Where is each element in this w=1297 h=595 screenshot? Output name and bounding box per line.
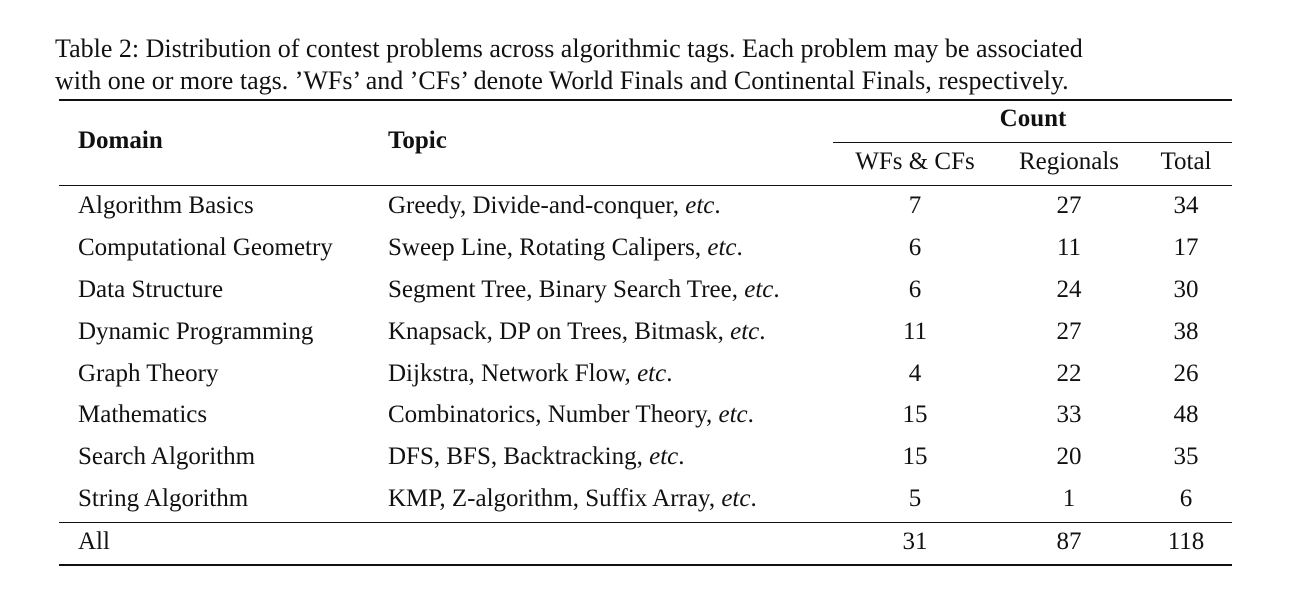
wfs-cfs-cell: 15 [902, 443, 928, 470]
regionals-cell: 27 [1056, 192, 1082, 219]
topic-cell: Sweep Line, Rotating Calipers, etc. [388, 234, 743, 261]
total-cell: 35 [1173, 443, 1199, 470]
total-row [0, 527, 1297, 569]
wfs-cfs-cell: 15 [902, 401, 928, 428]
caption-line-1: Table 2: Distribution of contest problems across algorithmic tags. Each problem may be associated [55, 34, 1083, 63]
wfs-cfs-cell: 4 [908, 360, 922, 387]
domain-cell: Algorithm Basics [78, 192, 254, 219]
table-row [0, 317, 1297, 359]
total-cell: 30 [1173, 276, 1199, 303]
domain-cell: Mathematics [78, 401, 208, 428]
regionals-cell: 22 [1056, 360, 1082, 387]
total-cell: 6 [1179, 485, 1193, 512]
header-wfs-cfs: WFs & CFs [855, 148, 975, 175]
all-label: All [78, 528, 110, 555]
topic-cell: Combinatorics, Number Theory, etc. [388, 401, 754, 428]
regionals-cell: 33 [1056, 401, 1082, 428]
wfs-cfs-cell: 5 [908, 485, 922, 512]
wfs-cfs-cell: 7 [908, 192, 922, 219]
topic-cell: Knapsack, DP on Trees, Bitmask, etc. [388, 318, 766, 345]
table-row [0, 484, 1297, 526]
header-rule [59, 185, 1232, 186]
total-cell: 38 [1173, 318, 1199, 345]
header-count: Count [999, 105, 1067, 132]
wfs-cfs-cell: 6 [908, 276, 922, 303]
topic-cell: Greedy, Divide-and-conquer, etc. [388, 192, 721, 219]
table-row [0, 275, 1297, 317]
topic-cell: DFS, BFS, Backtracking, etc. [388, 443, 685, 470]
table-row [0, 233, 1297, 275]
topic-cell: Dijkstra, Network Flow, etc. [388, 360, 673, 387]
regionals-cell: 1 [1062, 485, 1076, 512]
wfs-cfs-cell: 6 [908, 234, 922, 261]
topic-cell: Segment Tree, Binary Search Tree, etc. [388, 276, 780, 303]
wfs-cfs-cell: 11 [902, 318, 928, 345]
domain-cell: Data Structure [78, 276, 224, 303]
table-row [0, 191, 1297, 233]
header-total: Total [1160, 148, 1212, 175]
table-row [0, 400, 1297, 442]
table-row [0, 359, 1297, 401]
total-cell: 26 [1173, 360, 1199, 387]
top-rule [59, 99, 1232, 101]
topic-cell: KMP, Z-algorithm, Suffix Array, etc. [388, 485, 757, 512]
total-cell: 34 [1173, 192, 1199, 219]
domain-cell: Graph Theory [78, 360, 219, 387]
table-caption [55, 33, 1255, 97]
regionals-cell: 11 [1056, 234, 1082, 261]
domain-cell: Dynamic Programming [78, 318, 314, 345]
header-domain: Domain [78, 127, 163, 154]
caption-line-2: with one or more tags. ’WFs’ and ’CFs’ denote World Finals and Continental Finals, respectively. [55, 66, 1069, 95]
table-row [0, 442, 1297, 484]
count-group-rule [833, 142, 1232, 143]
domain-cell: String Algorithm [78, 485, 249, 512]
regionals-cell: 20 [1056, 443, 1082, 470]
header-regionals: Regionals [1019, 148, 1119, 175]
all-regionals-cell: 87 [1056, 528, 1082, 555]
total-cell: 48 [1173, 401, 1199, 428]
all-wfs-cfs-cell: 31 [902, 528, 928, 555]
header-topic: Topic [388, 127, 447, 154]
total-cell: 17 [1173, 234, 1199, 261]
domain-cell: Computational Geometry [78, 234, 333, 261]
regionals-cell: 24 [1056, 276, 1082, 303]
domain-cell: Search Algorithm [78, 443, 256, 470]
regionals-cell: 27 [1056, 318, 1082, 345]
all-total-cell: 118 [1167, 528, 1205, 555]
